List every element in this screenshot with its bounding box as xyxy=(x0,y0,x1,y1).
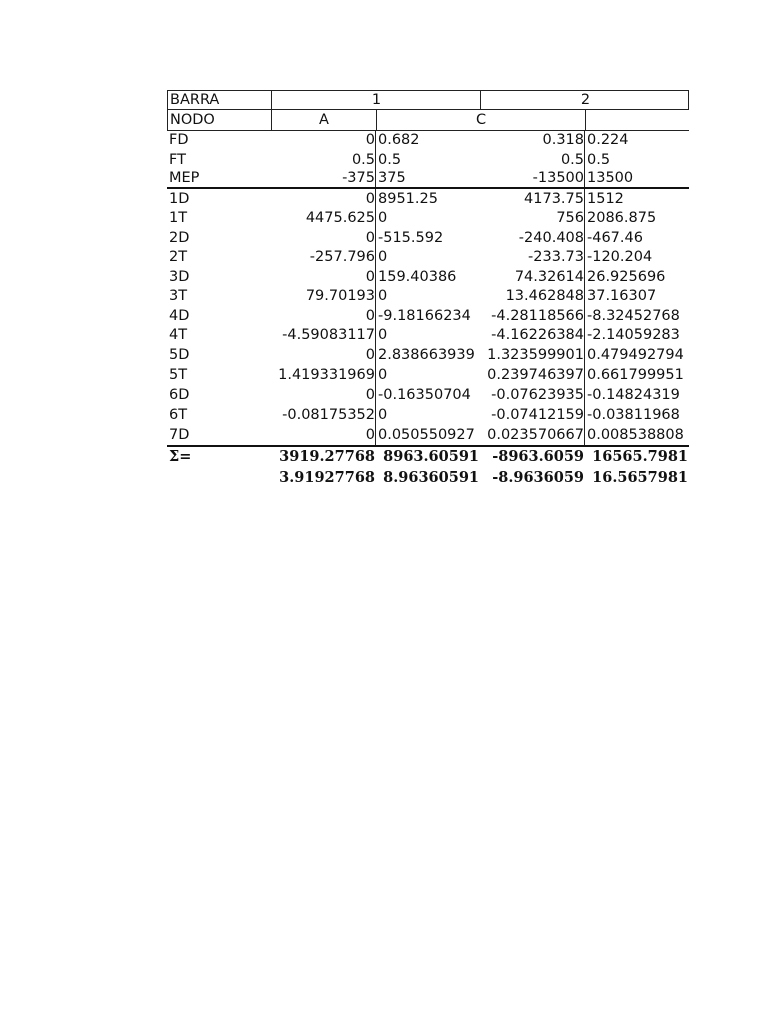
cell-c2: 0.050550927 xyxy=(378,426,475,443)
table-row xyxy=(167,405,689,425)
cell-c3: 0.239746397 xyxy=(487,366,584,383)
cell-c4: -0.14824319 xyxy=(587,386,680,403)
row-label: 6T xyxy=(169,406,188,423)
row-label: FD xyxy=(169,132,189,149)
totals-section xyxy=(167,447,689,489)
table-row xyxy=(167,228,689,248)
table-row xyxy=(167,131,689,150)
table-row xyxy=(167,365,689,385)
row-label: 4T xyxy=(169,327,188,344)
cell-c3: 0.5 xyxy=(560,151,584,168)
moment-distribution-table xyxy=(167,90,689,489)
cell-c3: -0.07623935 xyxy=(491,386,584,403)
cell-c4: 0.224 xyxy=(587,132,629,149)
cell-c2: 2.838663939 xyxy=(378,346,475,363)
cell-c2: 8951.25 xyxy=(378,190,438,207)
scaled-sum-row xyxy=(167,468,689,489)
cell-c1: 79.70193 xyxy=(305,288,375,305)
cell-c4: -0.03811968 xyxy=(587,406,680,423)
cell-c4: 2086.875 xyxy=(587,210,657,227)
cell-c2: -0.16350704 xyxy=(378,386,471,403)
cell-c2: -9.18166234 xyxy=(378,307,471,324)
cell-c1: 0.5 xyxy=(351,151,375,168)
cell-c3: -4.28118566 xyxy=(491,307,584,324)
table-row xyxy=(167,209,689,228)
table-row xyxy=(167,425,689,447)
cell-c1: 1.419331969 xyxy=(278,366,375,383)
total-c1: 3919.27768 xyxy=(279,448,375,466)
row-label: 3D xyxy=(169,268,190,285)
cell-c1: 0 xyxy=(365,190,375,207)
table-row xyxy=(167,248,689,267)
cell-c2: 0 xyxy=(378,288,388,305)
sum-label: Σ= xyxy=(169,448,192,466)
row-label: 6D xyxy=(169,386,190,403)
cell-c1: -0.08175352 xyxy=(282,406,375,423)
table-row xyxy=(167,150,689,170)
total-c4: 16565.7981 xyxy=(592,448,688,466)
table-row xyxy=(167,326,689,345)
cell-c4: 0.479492794 xyxy=(587,346,684,363)
table-row xyxy=(167,306,689,326)
cell-c1: 4475.625 xyxy=(305,210,375,227)
table-row xyxy=(167,385,689,405)
barra-label: BARRA xyxy=(170,91,220,108)
cell-c3: 1.323599901 xyxy=(487,346,584,363)
cell-c4: 37.16307 xyxy=(587,288,657,305)
nodo-a-header: A xyxy=(319,111,329,128)
cell-c2: 0 xyxy=(378,406,388,423)
cell-c4: 13500 xyxy=(587,170,634,187)
cell-c2: 0 xyxy=(378,249,388,266)
barra-1-header: 1 xyxy=(371,91,382,108)
row-label: 7D xyxy=(169,426,190,443)
cell-c4: -2.14059283 xyxy=(587,327,680,344)
cell-c3: -233.73 xyxy=(528,249,584,266)
nodo-c-header: C xyxy=(475,111,487,128)
row-label: 5D xyxy=(169,346,190,363)
cell-c1: 0 xyxy=(365,346,375,363)
row-label: 2D xyxy=(169,229,190,246)
total-c4: 16.5657981 xyxy=(592,469,688,487)
row-label: MEP xyxy=(169,170,200,187)
row-label: 2T xyxy=(169,249,188,266)
cell-c2: 0 xyxy=(378,327,388,344)
table-row xyxy=(167,170,689,189)
cell-c1: -4.59083117 xyxy=(282,327,375,344)
barra-2-header: 2 xyxy=(580,91,591,108)
row-label: FT xyxy=(169,151,186,168)
header-row-nodo xyxy=(167,110,689,131)
table-row xyxy=(167,287,689,306)
cell-c2: -515.592 xyxy=(378,229,444,246)
cell-c4: 0.5 xyxy=(587,151,611,168)
cell-c1: 0 xyxy=(365,229,375,246)
total-c1: 3.91927768 xyxy=(279,469,375,487)
cell-c4: -467.46 xyxy=(587,229,643,246)
cell-c1: 0 xyxy=(365,307,375,324)
cell-c1: 0 xyxy=(365,132,375,149)
total-c3: -8.9636059 xyxy=(492,469,584,487)
cell-c1: -257.796 xyxy=(309,249,375,266)
cell-c2: 0 xyxy=(378,366,388,383)
cell-c4: 26.925696 xyxy=(587,268,666,285)
row-label: 3T xyxy=(169,288,188,305)
total-c2: 8963.60591 xyxy=(383,448,479,466)
cell-c4: 0.008538808 xyxy=(587,426,684,443)
cell-c3: 0.023570667 xyxy=(487,426,584,443)
cell-c1: 0 xyxy=(365,386,375,403)
cell-c2: 375 xyxy=(378,170,406,187)
cell-c4: -120.204 xyxy=(587,249,653,266)
table-body xyxy=(167,131,689,447)
cell-c3: 4173.75 xyxy=(524,190,584,207)
cell-c2: 0.5 xyxy=(378,151,402,168)
row-label: 4D xyxy=(169,307,190,324)
row-label: 5T xyxy=(169,366,188,383)
cell-c2: 159.40386 xyxy=(378,268,457,285)
table-row xyxy=(167,267,689,287)
cell-c2: 0 xyxy=(378,210,388,227)
cell-c3: 756 xyxy=(556,210,584,227)
sum-row xyxy=(167,447,689,468)
cell-c1: 0 xyxy=(365,268,375,285)
cell-c4: 0.661799951 xyxy=(587,366,684,383)
row-label: 1D xyxy=(169,190,190,207)
table-row xyxy=(167,189,689,209)
total-c3: -8963.6059 xyxy=(492,448,584,466)
cell-c4: -8.32452768 xyxy=(587,307,680,324)
table-row xyxy=(167,345,689,365)
cell-c2: 0.682 xyxy=(378,132,420,149)
cell-c3: -4.16226384 xyxy=(491,327,584,344)
cell-c3: 74.32614 xyxy=(514,268,584,285)
cell-c3: 0.318 xyxy=(542,132,584,149)
cell-c3: 13.462848 xyxy=(505,288,584,305)
header-row-barra xyxy=(167,90,689,110)
cell-c3: -13500 xyxy=(532,170,584,187)
cell-c1: -375 xyxy=(342,170,375,187)
cell-c3: -0.07412159 xyxy=(491,406,584,423)
total-c2: 8.96360591 xyxy=(383,469,479,487)
sum-label xyxy=(167,468,271,489)
cell-c1: 0 xyxy=(365,426,375,443)
nodo-label: NODO xyxy=(170,111,215,128)
row-label: 1T xyxy=(169,210,188,227)
cell-c3: -240.408 xyxy=(518,229,584,246)
cell-c4: 1512 xyxy=(587,190,624,207)
